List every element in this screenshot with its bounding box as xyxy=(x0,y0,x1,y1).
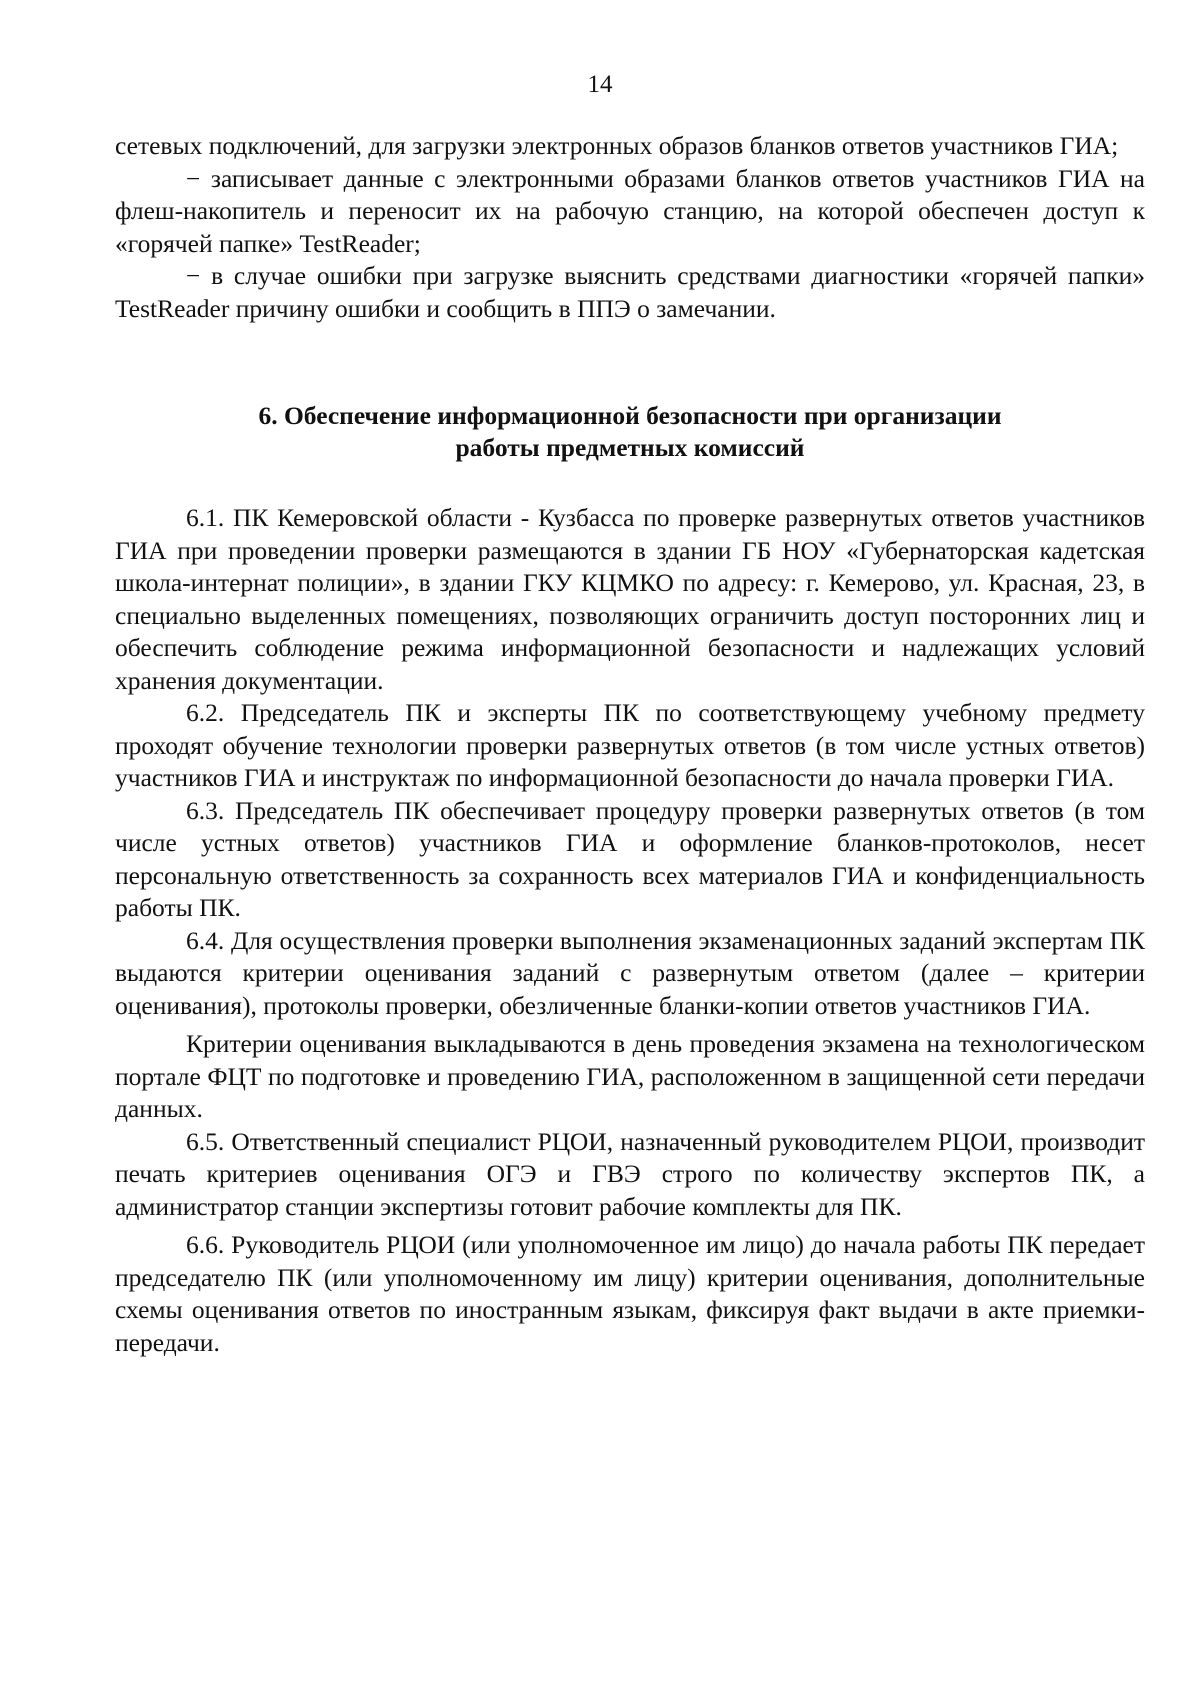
paragraph-criteria: Критерии оценивания выкладываются в день проведения экзамена на технологическом портале ФЦТ по подготовке и проведению ГИА, расположенном в защищенной сети передачи данных. xyxy=(115,1029,1145,1123)
paragraph-bullet-upload: − записывает данные с электронными образами бланков ответов участников ГИА на флеш-накопитель и переносит их на рабочую станцию, на которой обеспечен доступ к «горячей папке» TestReader; xyxy=(115,163,1145,258)
paragraph-6-5: 6.5. Ответственный специалист РЦОИ, назначенный руководителем РЦОИ, производит печать критериев оценивания ОГЭ и ГВЭ строго по количеству экспертов ПК, а администратор станции экспертизы готовит рабочие комплекты для ПК. xyxy=(115,1126,1145,1221)
paragraph-6-4: 6.4. Для осуществления проверки выполнения экзаменационных заданий экспертам ПК выдаются критерии оценивания заданий с развернутым ответом (далее – критерии оценивания), протоколы проверки, обезличенные бланки-копии ответов участников ГИА. xyxy=(115,925,1145,1020)
section-heading xyxy=(115,400,1145,464)
document-body xyxy=(115,130,1145,1359)
paragraph-6-3: 6.3. Председатель ПК обеспечивает процедуру проверки развернутых ответов (в том числе устных ответов) участников ГИА и оформление бланков-протоколов, несет персональную ответственность за сохранность всех материалов ГИА и конфиденциальность работы ПК. xyxy=(115,795,1145,922)
section-heading-line-1: 6. Обеспечение информационной безопасности при организации xyxy=(258,401,1002,430)
paragraph-bullet-error: − в случае ошибки при загрузке выяснить средствами диагностики «горячей папки» TestReader причину ошибки и сообщить в ППЭ о замечании. xyxy=(115,261,1145,323)
paragraph-6-1: 6.1. ПК Кемеровской области - Кузбасса по проверке развернутых ответов участников ГИА при проведении проверки размещаются в здании ГБ НОУ «Губернаторская кадетская школа-интернат полиции», в здании ГКУ КЦМКО по адресу: г. Кемерово, ул. Красная, 23, в специально выделенных помещениях, позволяющих ограничить доступ посторонних лиц и обеспечить соблюдение режима информационной безопасности и надлежащих условий хранения документации. xyxy=(115,503,1145,695)
paragraph-continuation: сетевых подключений, для загрузки электронных образов бланков ответов участников ГИА; xyxy=(115,131,1119,160)
page-number: 14 xyxy=(587,71,613,98)
paragraph-6-6: 6.6. Руководитель РЦОИ (или уполномоченное им лицо) до начала работы ПК передает председателю ПК (или уполномоченному им лицу) критерии оценивания, дополнительные схемы оценивания ответов по иностранным языкам, фиксируя факт выдачи в акте приемки-передачи. xyxy=(115,1230,1145,1357)
paragraph-6-2: 6.2. Председатель ПК и эксперты ПК по соответствующему учебному предмету проходят обучение технологии проверки развернутых ответов (в том числе устных ответов) участников ГИА и инструктаж по информационной безопасности до начала проверки ГИА. xyxy=(115,698,1145,792)
section-heading-line-2: работы предметных комиссий xyxy=(455,433,805,462)
